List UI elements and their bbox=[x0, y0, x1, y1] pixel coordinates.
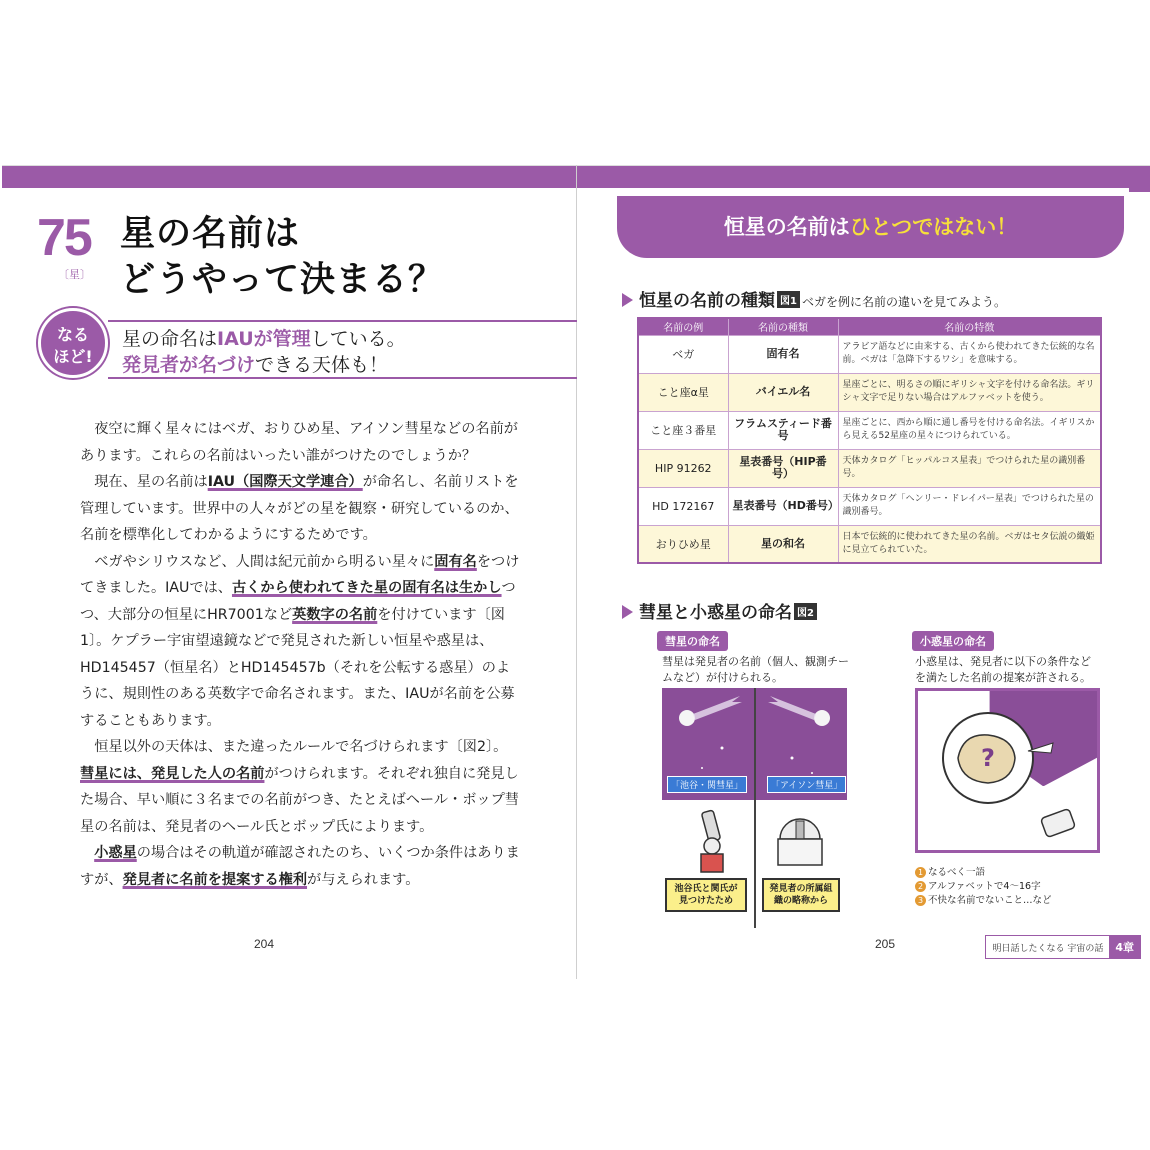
table-row bbox=[638, 525, 1101, 563]
number-icon: 2 bbox=[915, 881, 926, 892]
cell-example: こと座α星 bbox=[638, 373, 728, 411]
top-band bbox=[577, 166, 1144, 188]
body-text bbox=[80, 416, 520, 893]
paragraph bbox=[80, 734, 520, 840]
comet-name-label: 「池谷・関彗星」 bbox=[667, 776, 747, 793]
section-heading-2 bbox=[622, 598, 819, 623]
section-note: ベガを例に名前の違いを見てみよう。 bbox=[801, 295, 1006, 309]
cell-feature: アラビア語などに由来する、古くから使われてきた伝統的な名前。ベガは「急降下するワシ」を意味する。 bbox=[838, 335, 1101, 373]
table-header-row bbox=[638, 318, 1101, 335]
left-page bbox=[2, 165, 576, 979]
cell-example: ベガ bbox=[638, 335, 728, 373]
asteroid-description: 小惑星は、発見者に以下の条件などを満たした名前の提案が許される。 bbox=[915, 655, 1091, 684]
comet-note-box: 池谷氏と関氏が見つけたため bbox=[665, 878, 747, 912]
chapter-footer bbox=[985, 935, 1141, 959]
section-heading-1 bbox=[622, 286, 1006, 311]
asteroid-tag: 小惑星の命名 bbox=[912, 631, 994, 651]
star-names-table bbox=[637, 317, 1102, 564]
text: ベガやシリウスなど、人間は紀元前から明るい星々に bbox=[94, 553, 435, 570]
lead-text: 星の命名は bbox=[122, 328, 218, 350]
cell-example: HIP 91262 bbox=[638, 449, 728, 487]
text: の場合はその軌道が確認されたのち、いくつか条件はありますが、 bbox=[80, 845, 520, 888]
title-line-1: 星の名前は bbox=[120, 214, 301, 254]
text: 恒星以外の天体は、また違ったルールで名づけられます〔図2〕。 bbox=[94, 739, 508, 755]
cell-feature: 日本で伝統的に使われてきた星の名前。ベガはセタ伝説の織姫に見立てられていた。 bbox=[838, 525, 1101, 563]
naruhodo-badge bbox=[38, 308, 108, 378]
text: が与えられます。 bbox=[307, 871, 420, 888]
table-row bbox=[638, 411, 1101, 449]
comet-name-label: 「アイソン彗星」 bbox=[767, 776, 846, 793]
top-band bbox=[2, 166, 576, 188]
text: がつけられます。それぞれ独自に発見した場合、早い順に３名までの名前がつき、たとえばヘール・ボップ彗星の名前は、発見者のヘール氏とボップ氏によります。 bbox=[80, 765, 519, 835]
section-title: 彗星と小惑星の命名 bbox=[639, 603, 792, 623]
page-number: 205 bbox=[875, 937, 896, 951]
cell-feature: 星座ごとに、明るさの順にギリシャ文字を付ける命名法。ギリシャ文字で足りない場合はアルファベットを使う。 bbox=[838, 373, 1101, 411]
cell-type: 固有名 bbox=[728, 335, 838, 373]
lead-text: できる天体も！ bbox=[255, 354, 389, 376]
cell-feature: 天体カタログ「ヘンリー・ドレイパー星表」でつけられた星の識別番号。 bbox=[838, 487, 1101, 525]
lead-rule-top bbox=[108, 320, 578, 322]
underlined-term: 彗星には、発見した人の名前 bbox=[80, 765, 265, 782]
condition-text: 不快な名前でないこと…など bbox=[928, 895, 1052, 906]
condition-item bbox=[915, 894, 1052, 908]
panel-divider bbox=[754, 688, 756, 928]
text: が命名し、名前リストを管理しています。世界中の人々がどの星を観察・研究しているのか、名前を標準化してわかるようにするためです。 bbox=[80, 474, 519, 543]
triangle-icon bbox=[622, 605, 633, 619]
underlined-term: 固有名 bbox=[434, 553, 477, 570]
number-icon: 3 bbox=[915, 895, 926, 906]
section-title: 恒星の名前の種類 bbox=[639, 291, 775, 311]
cell-example: おりひめ星 bbox=[638, 525, 728, 563]
footer-text: 明日話したくなる 宇宙の話 bbox=[992, 943, 1104, 954]
lead-highlight: IAUが管理 bbox=[217, 328, 311, 350]
edge-tab bbox=[1129, 166, 1150, 192]
cell-feature: 星座ごとに、西から順に通し番号を付ける命名法。イギリスから見える52星座の星々につけられている。 bbox=[838, 411, 1101, 449]
number-icon: 1 bbox=[915, 867, 926, 878]
table-row bbox=[638, 449, 1101, 487]
column-header: 名前の例 bbox=[638, 318, 728, 335]
text: をつけてきました。IAUでは、 bbox=[80, 553, 520, 596]
banner-text: 恒星の名前は bbox=[723, 215, 850, 239]
paragraph bbox=[80, 840, 520, 893]
cell-feature: 天体カタログ「ヒッパルコス星表」でつけられた星の識別番号。 bbox=[838, 449, 1101, 487]
underlined-term: 古くから使われてきた星の固有名は生かし bbox=[231, 580, 502, 596]
comet-tag: 彗星の命名 bbox=[657, 631, 728, 651]
text: つつ、大部分の恒星にHR7001など bbox=[80, 580, 516, 623]
lead-highlight: 発見者が名づけ bbox=[122, 354, 256, 376]
banner-highlight: ひとつではない！ bbox=[849, 215, 1018, 239]
title-line-2: どうやって決まる？ bbox=[120, 260, 445, 300]
underlined-term: IAU（国際天文学連合） bbox=[207, 474, 363, 490]
table-row bbox=[638, 335, 1101, 373]
page-number: 204 bbox=[254, 937, 275, 951]
cell-type: 星の和名 bbox=[728, 525, 838, 563]
table-row bbox=[638, 373, 1101, 411]
underlined-term: 発見者に名前を提案する権利 bbox=[122, 871, 308, 888]
asteroid-icon bbox=[933, 703, 1093, 843]
chapter-number: 75 bbox=[37, 209, 91, 267]
naruhodo-line-1: なる bbox=[56, 325, 89, 344]
cell-example: こと座３番星 bbox=[638, 411, 728, 449]
underlined-term: 英数字の名前 bbox=[292, 606, 378, 623]
naruhodo-line-2: ほど! bbox=[53, 347, 93, 366]
paragraph bbox=[80, 549, 520, 735]
triangle-icon bbox=[622, 293, 633, 307]
comet-description: 彗星は発見者の名前（個人、観測チームなど）が付けられる。 bbox=[662, 655, 849, 684]
column-header: 名前の種類 bbox=[728, 318, 838, 335]
comet-note-box: 発見者の所属組織の略称から bbox=[762, 878, 840, 912]
right-page bbox=[577, 165, 1150, 979]
chapter-badge: 4章 bbox=[1109, 936, 1140, 958]
observatory-icon bbox=[772, 811, 827, 871]
paragraph bbox=[80, 416, 520, 469]
figure-label: 図2 bbox=[794, 603, 817, 620]
cell-type: フラムスティード番号 bbox=[728, 411, 838, 449]
lead-summary bbox=[122, 326, 406, 378]
paragraph bbox=[80, 469, 520, 549]
condition-text: アルファベットで4〜16字 bbox=[928, 881, 1041, 892]
text: 夜空に輝く星々にはベガ、おりひめ星、アイソン彗星などの名前があります。これらの名前はいったい誰がつけたのでしょうか？ bbox=[80, 421, 518, 464]
page-title bbox=[120, 211, 444, 303]
condition-text: なるべく一語 bbox=[928, 867, 986, 878]
cell-type: 星表番号（HD番号） bbox=[728, 487, 838, 525]
svg-text:?: ? bbox=[981, 744, 995, 772]
chapter-category: 〔星〕 bbox=[58, 268, 91, 281]
section-banner bbox=[617, 196, 1124, 258]
text: 現在、星の名前は bbox=[94, 474, 208, 490]
condition-item bbox=[915, 880, 1052, 894]
cell-type: 星表番号（HIP番号） bbox=[728, 449, 838, 487]
figure-label: 図1 bbox=[777, 291, 800, 308]
lead-text: している。 bbox=[310, 328, 406, 350]
text: を付けています〔図1〕。ケプラー宇宙望遠鏡などで発見された新しい恒星や惑星は、HD145457（恒星名）とHD145457b（それを公転する惑星）のように、規則性のある英数字で命名されます。また、IAUが名前を公募することもあります。 bbox=[80, 606, 515, 729]
underlined-term: 小惑星 bbox=[94, 845, 137, 861]
asteroid-illustration bbox=[915, 688, 1100, 853]
column-header: 名前の特徴 bbox=[838, 318, 1101, 335]
cell-type: バイエル名 bbox=[728, 373, 838, 411]
table-row bbox=[638, 487, 1101, 525]
cell-example: HD 172167 bbox=[638, 487, 728, 525]
asteroid-conditions bbox=[915, 866, 1052, 908]
telescope-icon bbox=[687, 806, 737, 876]
condition-item bbox=[915, 866, 1052, 880]
